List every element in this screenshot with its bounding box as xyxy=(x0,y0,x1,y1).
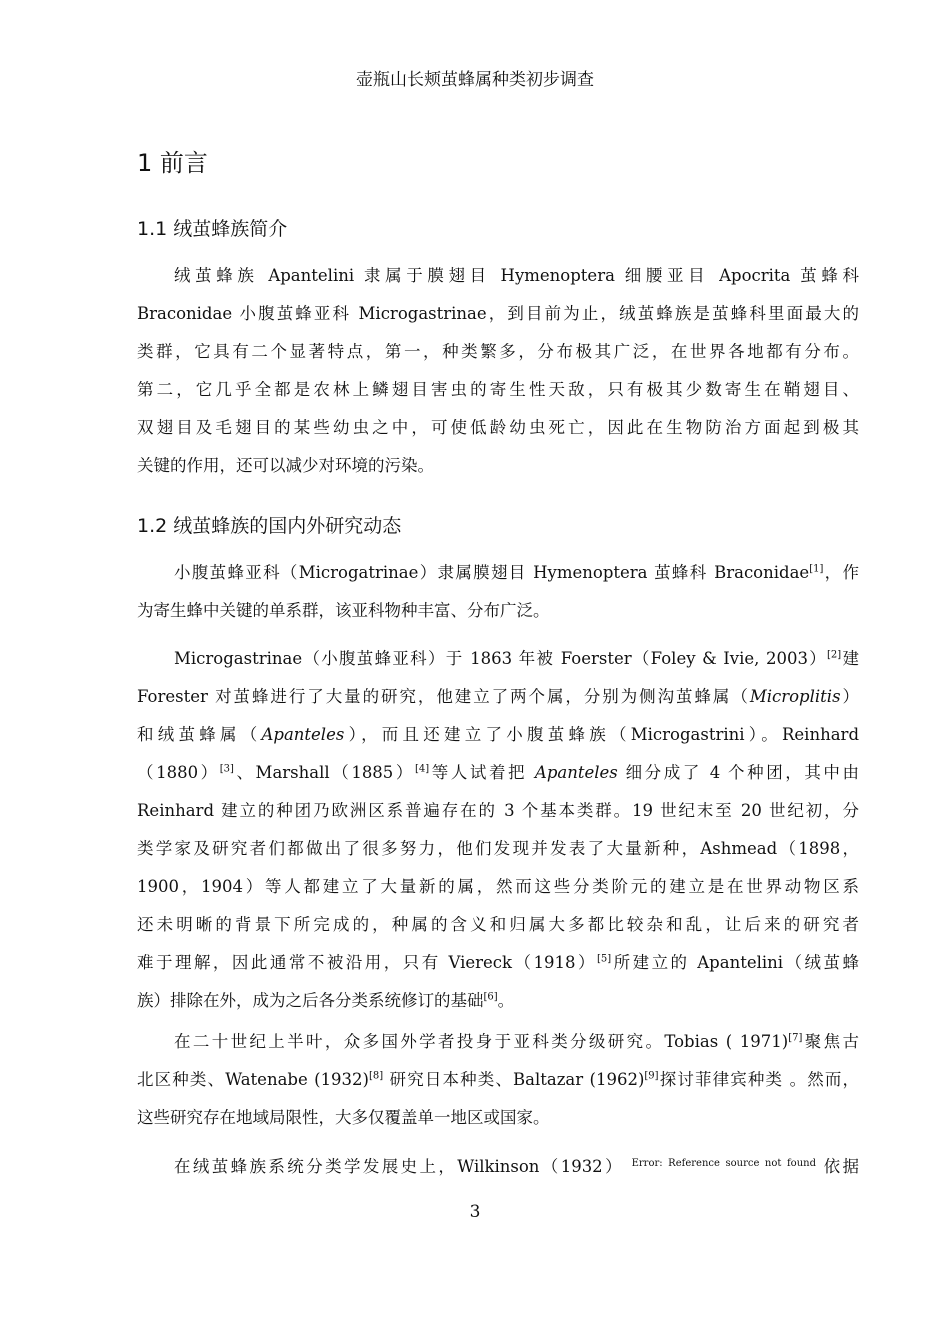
text-run: ），而且还建立了小腹茧蜂族（Microgastrini）。Reinhard xyxy=(344,725,859,744)
text-run: 小腹茧蜂亚科（Microgatrinae）隶属膜翅目 Hymenoptera 茧蜂科 Braconidae xyxy=(174,563,810,582)
text-line: Braconidae 小腹茧蜂亚科 Microgastrinae，到目前为止，绒茧蜂族是茧蜂科里面最大的 xyxy=(137,304,859,323)
text-run: 北区种类、Watenabe (1932) xyxy=(137,1070,369,1089)
paragraph-wilkinson xyxy=(137,1148,859,1186)
genus-name: Apanteles xyxy=(261,725,345,744)
text-line: 关键的作用，还可以减少对环境的污染。 xyxy=(137,456,434,475)
text-run: ） xyxy=(840,687,859,706)
paragraph-microgastrinae-intro xyxy=(137,554,859,630)
text-line: 类群，它具有二个显著特点，第一，种类繁多，分布极其广泛，在世界各地都有分布。 xyxy=(137,342,859,361)
text-line xyxy=(137,716,859,754)
text-line: Reinhard 建立的种团乃欧洲区系普遍存在的 3 个基本类群。19 世纪末至 20 世纪初，分 xyxy=(137,801,859,820)
running-header: 壶瓶山长颊茧蜂属种类初步调查 xyxy=(356,70,594,90)
genus-name: Microplitis xyxy=(749,687,841,706)
citation-ref: [6] xyxy=(483,991,498,1003)
text-line xyxy=(137,1023,859,1061)
text-line: 还未明晰的背景下所完成的，种属的含义和归属大多都比较杂和乱，让后来的研究者 xyxy=(137,915,859,934)
text-line: 1900，1904）等人都建立了大量新的属，然而这些分类阶元的建立是在世界动物区系 xyxy=(137,877,859,896)
subsection-heading-1-2: 1.2 绒茧蜂族的国内外研究动态 xyxy=(137,515,402,537)
citation-ref: [8] xyxy=(369,1070,384,1082)
text-run: 研究日本种类、Baltazar (1962) xyxy=(383,1070,645,1089)
text-run: 探讨菲律宾种类 。然而， xyxy=(658,1070,859,1089)
text-line: 这些研究存在地域局限性，大多仅覆盖单一地区或国家。 xyxy=(137,1108,550,1127)
page-number: 3 xyxy=(469,1202,481,1222)
text-line: 为寄生蜂中关键的单系群，该亚科物种丰富、分布广泛。 xyxy=(137,601,550,620)
section-heading: 1 前言 xyxy=(137,149,208,177)
text-line xyxy=(137,944,859,982)
text-line: 双翅目及毛翅目的某些幼虫之中，可使低龄幼虫死亡，因此在生物防治方面起到极其 xyxy=(137,418,859,437)
text-line xyxy=(137,982,859,1020)
text-run: 细分成了 4 个种团，其中由 xyxy=(617,763,859,782)
citation-ref: [5] xyxy=(596,953,612,965)
text-line xyxy=(137,754,859,792)
text-run: （1880） xyxy=(137,763,220,782)
text-line xyxy=(137,1148,859,1186)
paragraph-history xyxy=(137,640,859,1020)
subsection-heading-1-1: 1.1 绒茧蜂族简介 xyxy=(137,218,288,240)
paragraph-regional-studies xyxy=(137,1023,859,1137)
text-run: 等人试着把 xyxy=(429,763,535,782)
text-run: 在绒茧蜂族系统分类学发展史上，Wilkinson（1932） xyxy=(174,1157,624,1176)
text-line: 第二，它几乎全都是农林上鳞翅目害虫的寄生性天敌，只有极其少数寄生在鞘翅目、 xyxy=(137,380,859,399)
text-run: 和绒茧蜂属（ xyxy=(137,725,262,744)
text-run: 族）排除在外，成为之后各分类系统修订的基础 xyxy=(137,991,484,1010)
text-run: Microgastrinae（小腹茧蜂亚科）于 1863 年被 Foerster（Foley & Ivie, 2003） xyxy=(174,649,828,668)
text-run: 、Marshall（1885） xyxy=(233,763,415,782)
text-line xyxy=(137,678,859,716)
text-run: 在二十世纪上半叶，众多国外学者投身于亚科类分级研究。Tobias ( 1971) xyxy=(174,1032,789,1051)
citation-ref: [7] xyxy=(788,1032,803,1044)
text-line: 绒茧蜂族 Apantelini 隶属于膜翅目 Hymenoptera 细腰亚目 Apocrita 茧蜂科 xyxy=(174,266,859,285)
intro-paragraph xyxy=(137,257,859,485)
text-run: 聚焦古 xyxy=(802,1032,859,1051)
text-line xyxy=(137,554,859,592)
text-line: 类学家及研究者们都做出了很多努力，他们发现并发表了大量新种，Ashmead（1898， xyxy=(137,839,859,858)
citation-ref: [9] xyxy=(644,1070,659,1082)
citation-ref: [4] xyxy=(414,763,430,775)
citation-ref: [2] xyxy=(827,649,842,661)
text-run: ，作 xyxy=(823,563,859,582)
text-run: 难于理解，因此通常不被沿用，只有 Viereck（1918） xyxy=(137,953,597,972)
text-line xyxy=(137,640,859,678)
text-run: 依据 xyxy=(823,1157,859,1176)
citation-ref: [1] xyxy=(809,563,824,575)
text-line xyxy=(137,1061,859,1099)
text-run: Forester 对茧蜂进行了大量的研究，他建立了两个属，分别为侧沟茧蜂属（ xyxy=(137,687,750,706)
citation-ref: [3] xyxy=(219,763,234,775)
text-run: 建 xyxy=(841,649,859,668)
text-run: 所建立的 Apantelini（绒茧蜂 xyxy=(611,953,859,972)
genus-name: Apanteles xyxy=(534,763,618,782)
reference-error-text: Error: Reference source not found xyxy=(631,1158,816,1169)
text-run: 。 xyxy=(497,991,515,1010)
